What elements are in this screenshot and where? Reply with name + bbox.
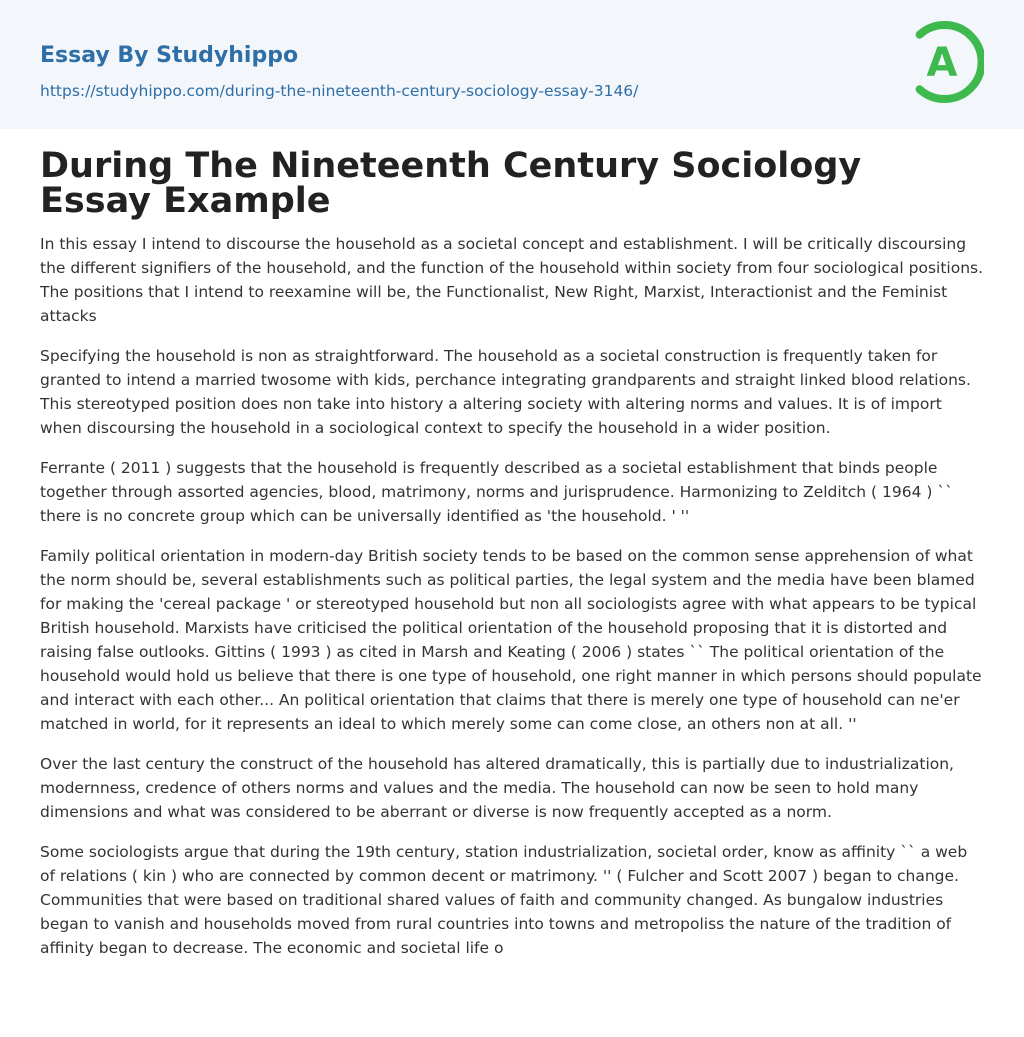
essay-title: During The Nineteenth Century Sociology Essay Example (40, 146, 862, 221)
site-brand[interactable]: Essay By Studyhippo (40, 43, 299, 68)
essay-url-link[interactable]: https://studyhippo.com/during-the-nineteenth-century-sociology-essay-3146/ (40, 82, 639, 100)
essay-content (0, 146, 1024, 960)
essay-paragraph: In this essay I intend to discourse the household as a societal concept and establishment. I will be critically discoursing the different signifiers of the household, and the function of the household within society from four sociological positions. The positions that I intend to reexamine will be, the Functionalist, New Right, Marxist, Interactionist and the Feminist attacks (40, 235, 984, 325)
essay-paragraph: Over the last century the construct of the household has altered dramatically, this is partially due to industrialization, modernness, credence of others norms and values and the media. The household can now be seen to hold many dimensions and what was considered to be aberrant or diverse is now frequently accepted as a norm. (40, 755, 954, 821)
essay-body (40, 232, 984, 960)
essay-paragraph: Some sociologists argue that during the 19th century, station industrialization, societal order, know as affinity `` a web of relations ( kin ) who are connected by common decent or matrimony. '' ( Fulcher and Scott 2007 ) began to change. Communities that were based on traditional shared values of faith and community changed. As bungalow industries began to vanish and households moved from rural countries into towns and metropoliss the nature of the tradition of affinity began to decrease. The economic and societal life o (40, 843, 968, 957)
essay-paragraph: Ferrante ( 2011 ) suggests that the household is frequently described as a societal establishment that binds people together through assorted agencies, blood, matrimony, norms and jurisprudence. Harmonizing to Zelditch ( 1964 ) `` there is no concrete group which can be universally identified as 'the household. ' '' (40, 459, 953, 525)
circle-a-logo-icon[interactable] (900, 20, 984, 104)
logo-letter: A (926, 40, 958, 86)
essay-paragraph: Family political orientation in modern-day British society tends to be based on the common sense apprehension of what the norm should be, several establishments such as political parties, the legal system and the media have been blamed for making the 'cereal package ' or stereotyped household but non all sociologists agree with what appears to be typical British household. Marxists have criticised the political orientation of the household proposing that it is distorted and raising false outlooks. Gittins ( 1993 ) as cited in Marsh and Keating ( 2006 ) states `` The political orientation of the household would hold us believe that there is one type of household, one right manner in which persons should populate and interact with each other... An political orientation that claims that there is merely one type of household can ne'er matched in world, for it represents an ideal to which merely some can come close, an others non at all. '' (40, 547, 982, 733)
essay-paragraph: Specifying the household is non as straightforward. The household as a societal construction is frequently taken for granted to intend a married twosome with kids, perchance integrating grandparents and straight linked blood relations. This stereotyped position does non take into history a altering society with altering norms and values. It is of import when discoursing the household in a sociological context to specify the household in a wider position. (40, 347, 971, 437)
site-header (0, 0, 1024, 129)
